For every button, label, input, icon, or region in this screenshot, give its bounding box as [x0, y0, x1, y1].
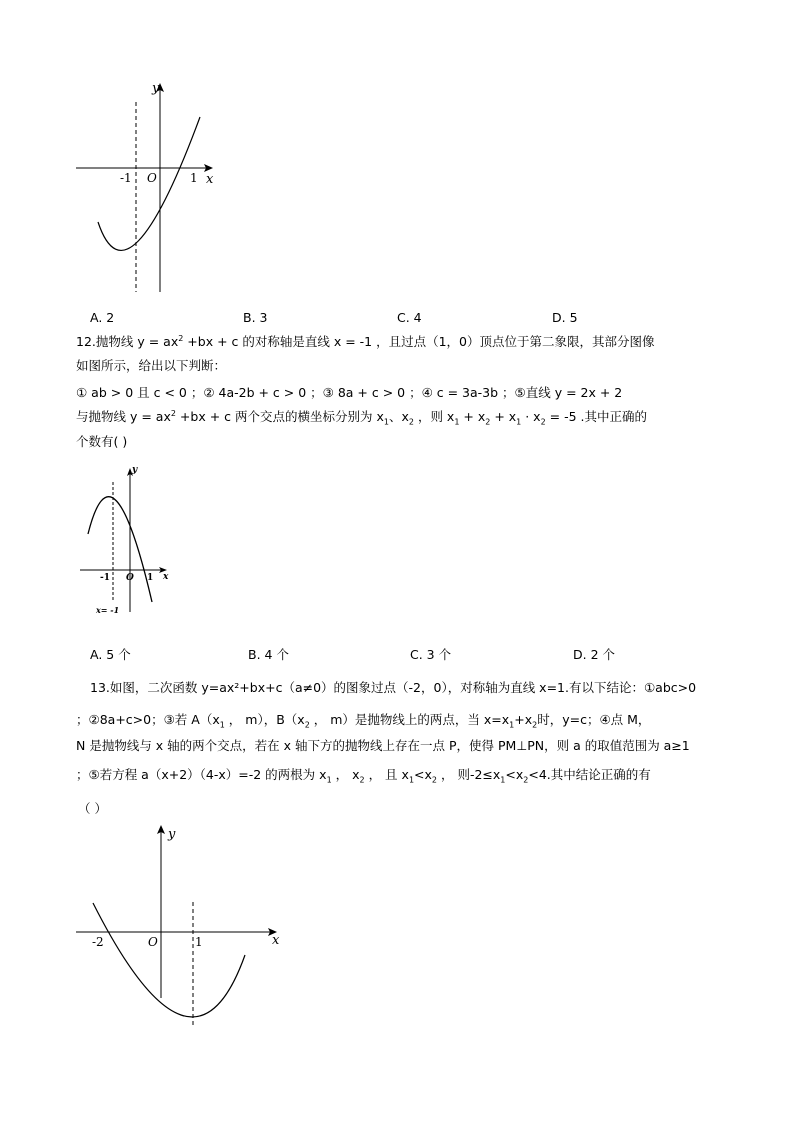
q11-option-a[interactable]: A. 2	[90, 310, 115, 325]
symmetry-axis-caption: x= -1	[96, 605, 120, 615]
x-axis-label: x	[272, 933, 280, 948]
q13-text-line2: ；②8a+c>0；③若 $A(x_1$ ， m），$B(x_2$ ， m）是抛物线上的两点，当 $x=x_1+x_2$时，y=c；④点 M，	[76, 712, 651, 730]
x-axis-label: x	[206, 172, 214, 187]
q12-text-line5: 个数有( )	[76, 434, 128, 449]
q12-text-line4: 与抛物线 $y = ax^2 +bx + c$ 两个交点的横坐标分别为 $x_1$、$x_2$ ，则 $x_1 + x_2 + x_1 \cdot x_2 = -5$ .其中正确的	[76, 408, 648, 427]
parabola-curve	[88, 497, 152, 602]
x-axis-label: x	[163, 572, 169, 582]
q12-option-b[interactable]: B. 4 个	[248, 647, 289, 662]
q11-option-d[interactable]: D. 5	[552, 310, 578, 325]
q13-text-line3: N 是抛物线与 x 轴的两个交点，若在 x 轴下方的抛物线上存在一点 P，使得 PM⊥PN，则 a 的取值范围为 a≥1	[76, 738, 690, 753]
q12-option-c[interactable]: C. 3 个	[410, 647, 452, 662]
tick-label-neg1: -1	[120, 171, 132, 185]
q12-option-a[interactable]: A. 5 个	[90, 647, 131, 662]
y-axis-label: y	[152, 81, 160, 96]
q13-text-line5: （ ）	[78, 801, 107, 816]
tick-label-1: 1	[190, 171, 198, 185]
origin-label: O	[147, 171, 157, 185]
tick-label-neg2: -2	[92, 935, 104, 949]
q11-option-c[interactable]: C. 4	[397, 310, 422, 325]
parabola-curve	[93, 903, 245, 1017]
q12-option-d[interactable]: D. 2 个	[573, 647, 615, 662]
q11-option-b[interactable]: B. 3	[243, 310, 268, 325]
q12-text-line2: 如图所示，给出以下判断：	[76, 358, 227, 373]
tick-label-1: 1	[147, 573, 154, 583]
q13-text-line1: 13.如图，二次函数 y=ax²+bx+c（a≠0）的图象过点（-2，0），对称轴为直线 x=1.有以下结论：①abc>0	[90, 680, 697, 695]
tick-label-neg1: -1	[100, 573, 110, 583]
y-axis-label: y	[132, 465, 138, 475]
q12-text-line3: ① ab > 0 且 c < 0 ；② 4a-2b + c > 0 ；③ 8a + c > 0 ；④ c = 3a-3b ；⑤直线 y = 2x + 2	[76, 385, 623, 400]
q11-parabola-graph	[70, 78, 220, 298]
y-axis-label: y	[168, 827, 176, 842]
q12-text-line1: 12.抛物线 $y = ax^2 +bx + c$ 的对称轴是直线 x = -1 ，且过点（1，0）顶点位于第二象限，其部分图像	[76, 333, 655, 349]
q13-parabola-graph	[72, 820, 292, 1035]
tick-label-1: 1	[195, 935, 203, 949]
q12-parabola-graph	[76, 462, 180, 620]
q13-text-line4: ；⑤若方程 a（x+2）（4-x）=-2 的两根为 $x_1$ ， $x_2$ ， 且 $x_1<x_2$ ， 则$-2\le x_1<x_2<4$.其中结论正确的有	[76, 767, 651, 785]
origin-label: O	[126, 573, 134, 583]
origin-label: O	[148, 935, 158, 949]
